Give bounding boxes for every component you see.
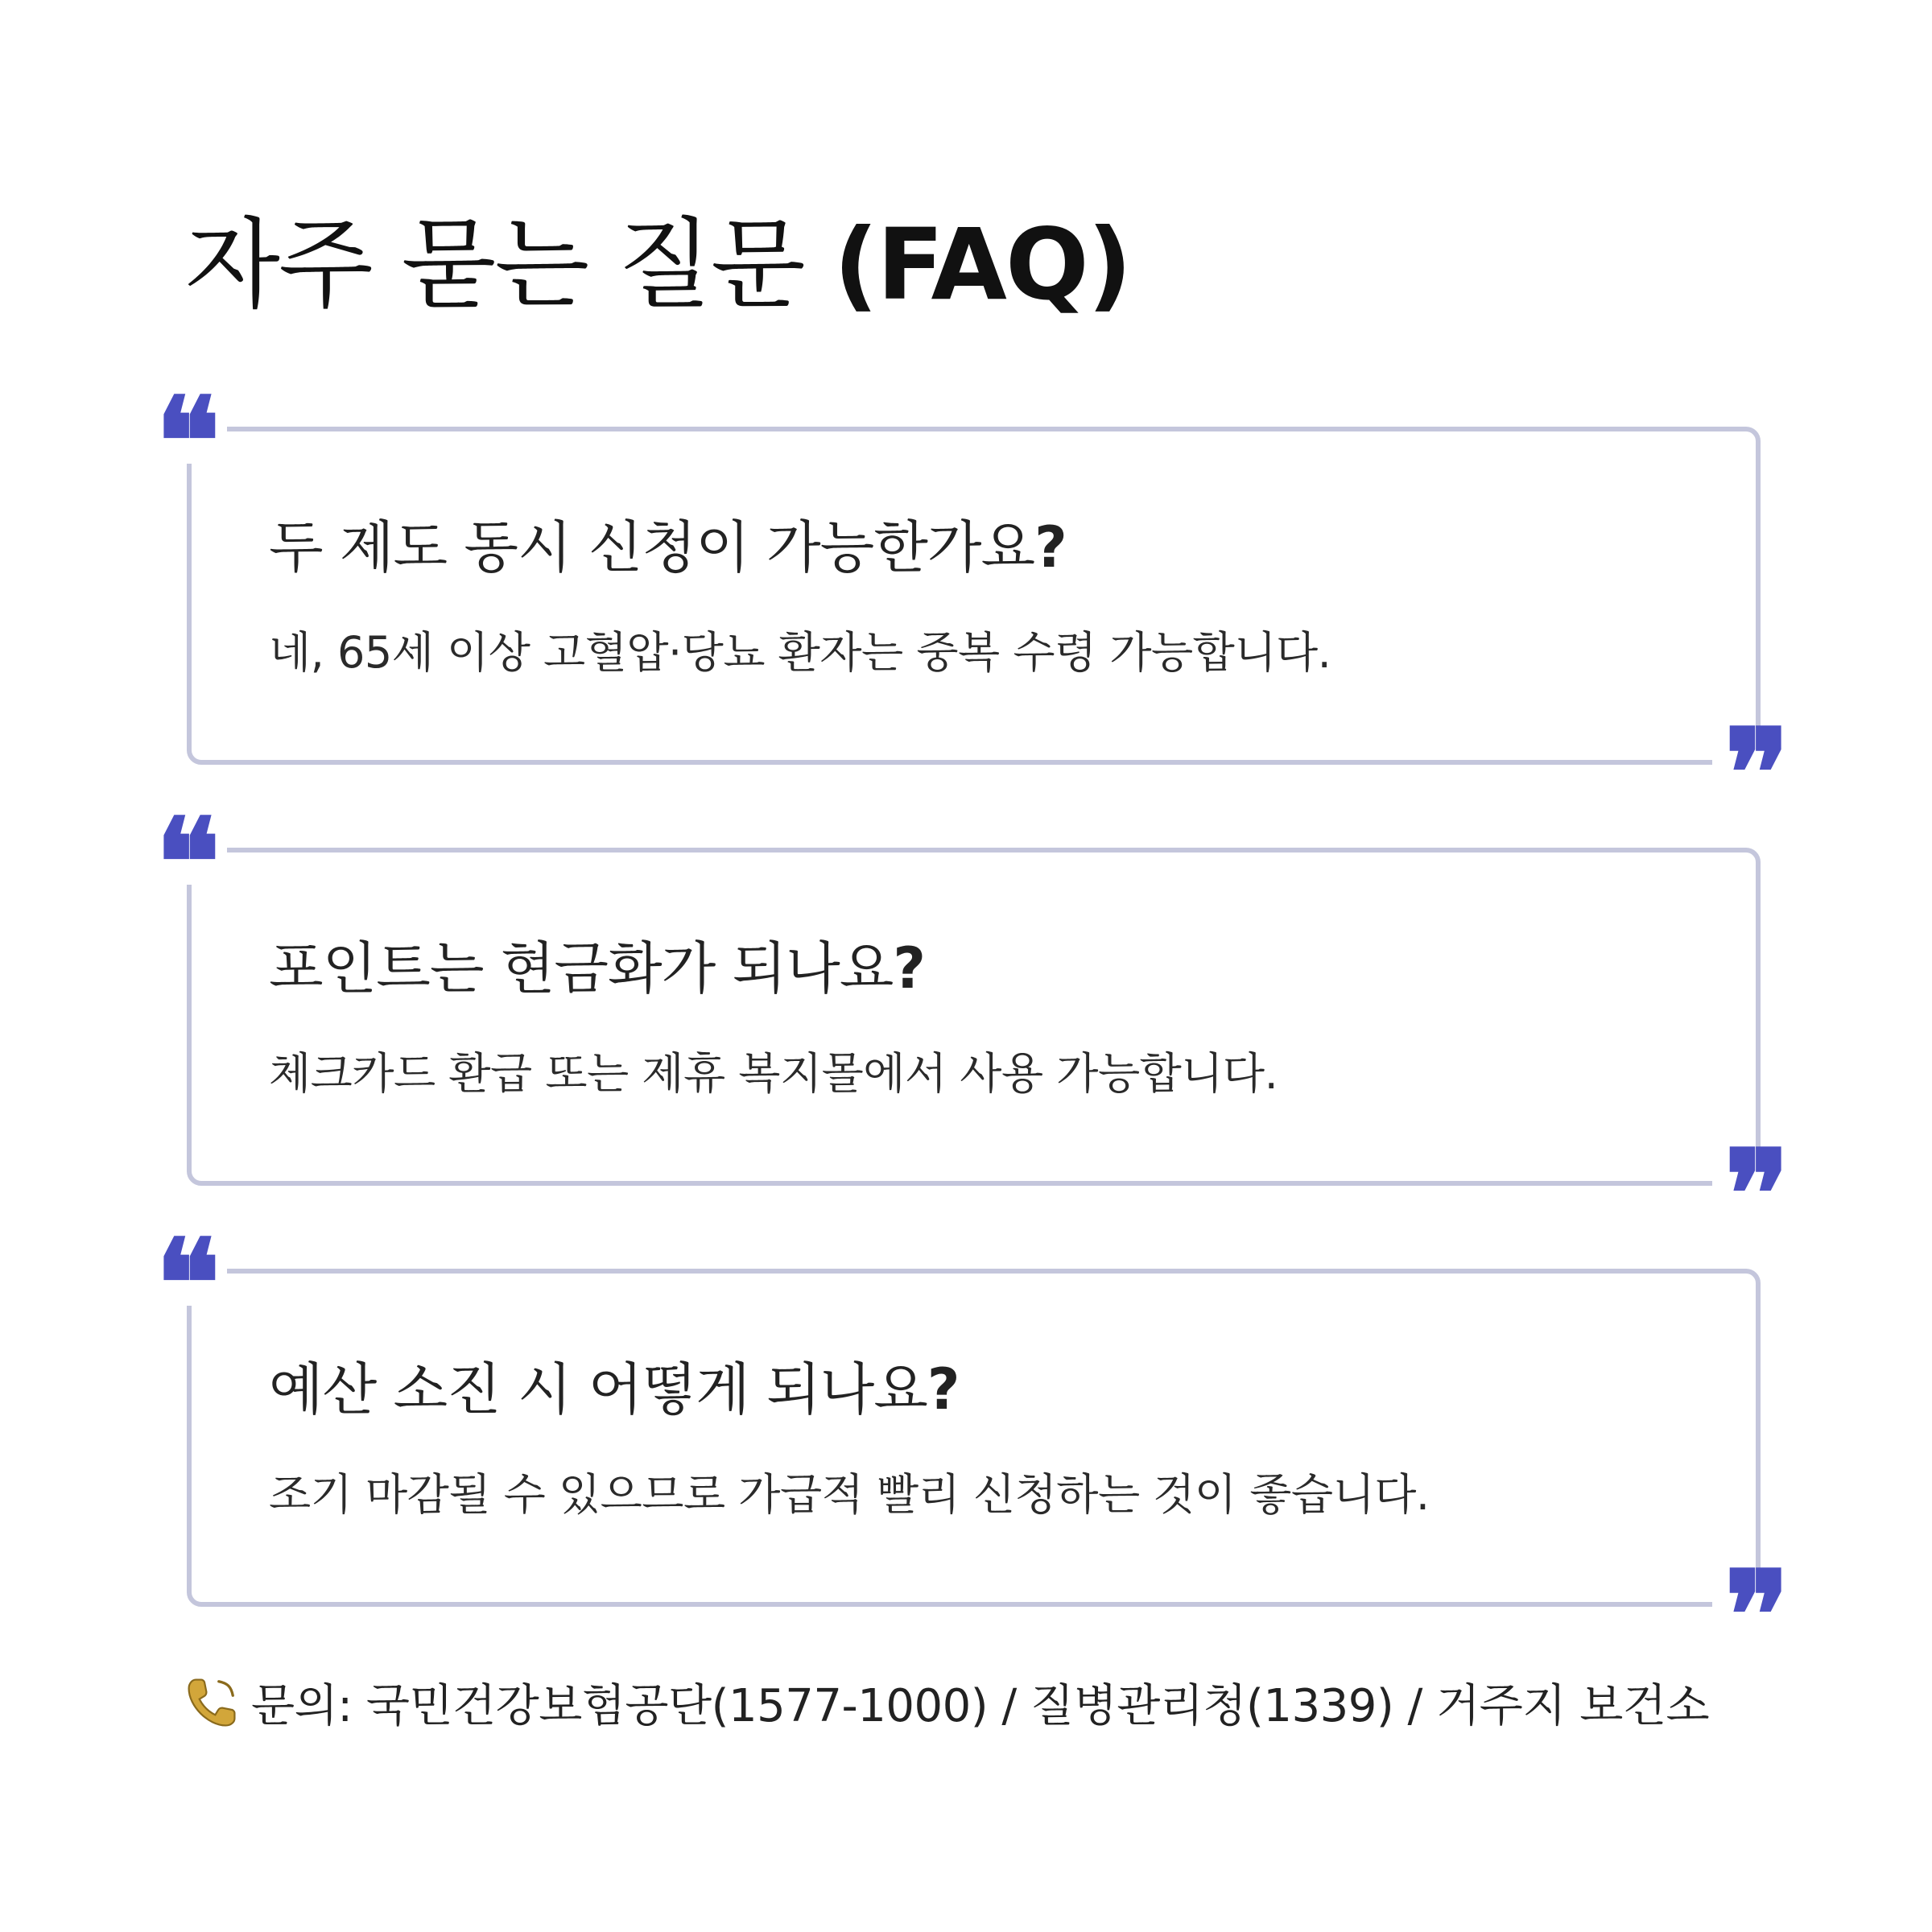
faq-answer: 조기 마감될 수 있으므로 가급적 빨리 신청하는 것이 좋습니다. — [269, 1469, 1430, 1520]
contact-info — [184, 1670, 1709, 1735]
close-quote-icon: ❞ — [1724, 1545, 1790, 1686]
faq-question — [269, 502, 1067, 584]
faq-card-1 — [155, 371, 1790, 844]
faq-question — [269, 923, 925, 1005]
faq-card-3 — [155, 1213, 1790, 1686]
close-quote-icon: ❞ — [1724, 1124, 1790, 1265]
page-title — [185, 208, 1131, 322]
contact-text: 문의: 국민건강보험공단(1577-1000) / 질병관리청(1339) / 거주지 보건소 — [251, 1680, 1710, 1732]
open-quote-icon: ❝ — [155, 1213, 221, 1355]
faq-answer: 네, 65세 이상 고혈압·당뇨 환자는 중복 수령 가능합니다. — [269, 627, 1331, 678]
question-mark: ? — [893, 935, 925, 1001]
faq-answer: 체크카드 환급 또는 제휴 복지몰에서 사용 가능합니다. — [269, 1048, 1278, 1099]
open-quote-icon: ❝ — [155, 371, 221, 513]
faq-card-2 — [155, 792, 1790, 1265]
faq-question-text: 두 제도 동시 신청이 가능한가요 — [269, 514, 1035, 580]
question-mark: ? — [927, 1356, 960, 1422]
faq-question-text: 포인트는 현금화가 되나요 — [269, 935, 894, 1001]
question-mark: ? — [1034, 514, 1067, 580]
faq-question — [269, 1344, 959, 1426]
open-quote-icon: ❝ — [155, 792, 221, 934]
close-quote-icon: ❞ — [1724, 703, 1790, 844]
phone-icon — [184, 1674, 240, 1731]
page-title-main: 자주 묻는 질문 — [185, 208, 834, 322]
faq-question-text: 예산 소진 시 어떻게 되나요 — [269, 1356, 927, 1422]
page-title-suffix: (FAQ) — [833, 208, 1131, 322]
